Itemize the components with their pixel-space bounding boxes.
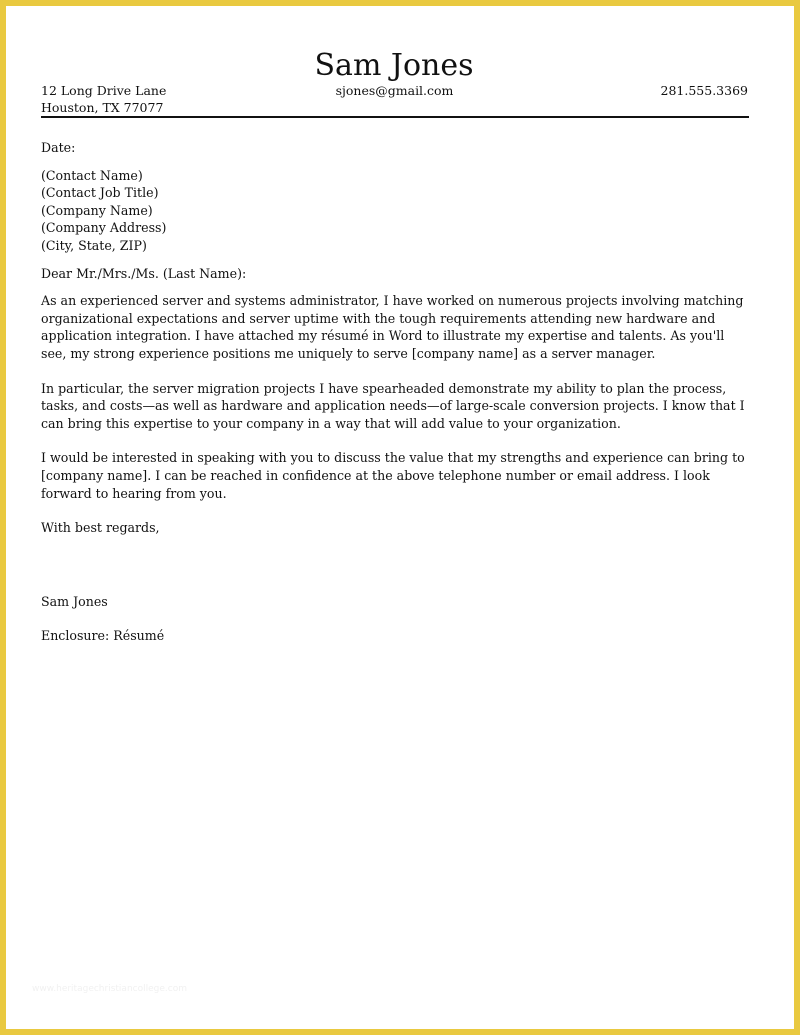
contact-line (41, 82, 748, 118)
sender-phone: 281.555.3369 (660, 83, 748, 98)
header-divider (41, 116, 749, 118)
recipient-job-title: (Contact Job Title) (41, 185, 159, 201)
watermark: www.heritagechristiancollege.com (32, 984, 187, 994)
signature-name: Sam Jones (41, 593, 108, 609)
letter-body (41, 139, 753, 645)
sender-email: sjones@gmail.com (335, 83, 454, 98)
salutation: Dear Mr./Mrs./Ms. (Last Name): (41, 265, 247, 281)
body-paragraph-3: I would be interested in speaking with you to discuss the value that my strengths and experience can bring to [company name]. I can be reached in confidence at the above telephone number or email address. I look forward to hearing from you. (41, 450, 745, 501)
recipient-company-name: (Company Name) (41, 202, 153, 218)
recipient-city-state-zip: (City, State, ZIP) (41, 237, 147, 253)
sender-name: Sam Jones (314, 48, 474, 83)
recipient-block (41, 167, 753, 255)
recipient-contact-name: (Contact Name) (41, 167, 143, 183)
date-label: Date: (41, 140, 76, 155)
address-line-1: 12 Long Drive Lane (41, 83, 167, 98)
recipient-company-address: (Company Address) (41, 220, 167, 236)
closing: With best regards, (41, 520, 160, 536)
enclosure-line: Enclosure: Résumé (41, 628, 165, 644)
body-paragraph-2: In particular, the server migration projects I have spearheaded demonstrate my ability to plan the process, tasks, and costs—as well as hardware and application needs—of large-scale conversion projects. I know that I can bring this expertise to your company in a way that will add value to your organization. (41, 380, 745, 431)
body-paragraph-1: As an experienced server and systems administrator, I have worked on numerous projects involving matching organizational expectations and server uptime with the tough requirements attending new hardware and application integration. I have attached my résumé in Word to illustrate my expertise and talents. As you'll see, my strong experience positions me uniquely to serve [company name] as a server manager. (41, 293, 744, 361)
address-line-2: Houston, TX 77077 (41, 100, 164, 115)
